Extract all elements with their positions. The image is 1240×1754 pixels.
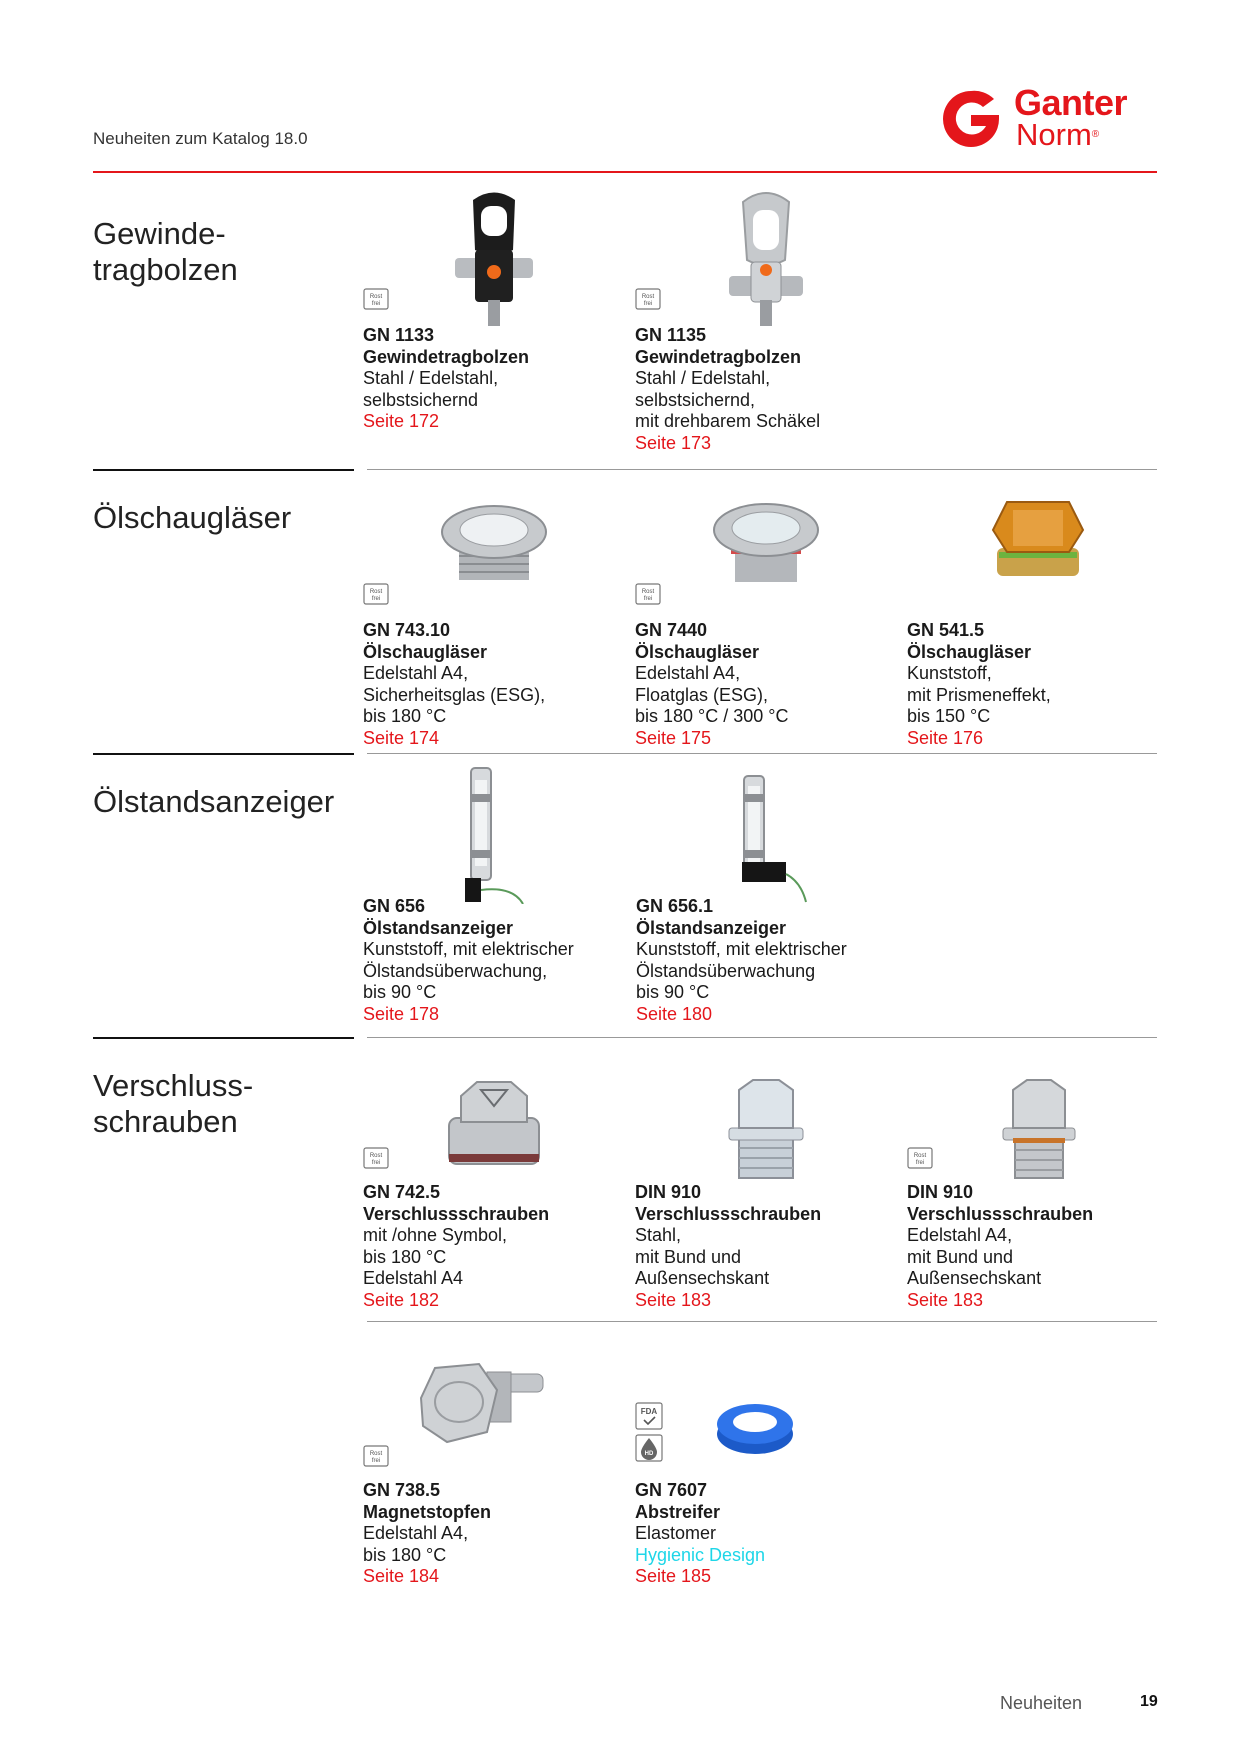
product-name: Gewindetragbolzen: [635, 346, 802, 367]
product-desc: selbstsichernd: [363, 389, 479, 410]
svg-text:frei: frei: [371, 1458, 381, 1464]
product-card[interactable]: [363, 1076, 625, 1316]
sight-glass-red-seal-icon: [635, 490, 897, 610]
amber-prism-sight-glass-icon: [907, 490, 1169, 610]
footer-section-label: Neuheiten: [1000, 1693, 1083, 1713]
svg-text:frei: frei: [915, 1160, 925, 1166]
product-card[interactable]: [907, 490, 1169, 748]
product-page-link[interactable]: Seite 175: [635, 727, 712, 748]
header-divider: [93, 171, 1157, 173]
product-name: Ölstandsanzeiger: [363, 917, 514, 938]
hygienic-design-badge-icon: [635, 1434, 663, 1462]
product-page-link[interactable]: Seite 183: [635, 1289, 712, 1310]
product-card[interactable]: [635, 1350, 897, 1590]
product-desc: Stahl,: [635, 1225, 682, 1245]
product-desc: mit /ohne Symbol,: [363, 1225, 508, 1245]
fda-badge-icon: [635, 1402, 663, 1430]
product-desc: Stahl / Edelstahl,: [635, 368, 771, 388]
product-desc: bis 180 °C: [363, 1246, 447, 1267]
row-divider: [367, 1321, 1157, 1322]
product-desc: mit Prismeneffekt,: [907, 684, 1051, 705]
svg-text:HD: HD: [644, 1451, 654, 1457]
product-card[interactable]: [635, 1076, 897, 1316]
ganter-norm-logo: [938, 82, 1158, 152]
ganter-g-logo-icon: [938, 86, 1004, 152]
rostfrei-badge-icon: [363, 1445, 389, 1467]
product-code: GN 738.5: [363, 1480, 441, 1500]
product-desc: bis 90 °C: [363, 982, 437, 1002]
product-desc: Edelstahl A4: [363, 1268, 464, 1288]
svg-text:frei: frei: [643, 596, 653, 602]
logo-word-norm: Norm®: [1016, 117, 1100, 152]
row-divider: [367, 1037, 1157, 1038]
svg-text:Rost: Rost: [641, 294, 655, 300]
product-name: Abstreifer: [635, 1501, 721, 1522]
product-desc: Kunststoff, mit elektrischer: [636, 939, 847, 959]
product-desc: bis 150 °C: [907, 706, 991, 726]
rostfrei-badge-icon: [363, 583, 389, 605]
magnetic-plug-icon: [363, 1350, 625, 1470]
product-desc: selbstsichernd,: [635, 389, 756, 410]
svg-text:frei: frei: [643, 301, 653, 307]
product-name: Ölschaugläser: [907, 641, 1032, 662]
product-page-link[interactable]: Seite 178: [363, 1003, 440, 1024]
product-code: GN 7607: [635, 1480, 708, 1500]
footer-page-number: 19: [1140, 1693, 1158, 1710]
svg-text:Rost: Rost: [641, 589, 655, 595]
product-desc: Außensechskant: [907, 1268, 1042, 1288]
product-desc: bis 180 °C: [363, 1544, 447, 1565]
product-desc: Ölstandsüberwachung,: [363, 960, 548, 981]
svg-text:Rost: Rost: [369, 1451, 383, 1457]
product-card[interactable]: [907, 1076, 1169, 1316]
zinc-hex-plug-icon: [635, 1076, 897, 1186]
product-page-link[interactable]: Seite 174: [363, 727, 440, 748]
section-title-verschlussschrauben: Verschluss- schrauben: [93, 1068, 254, 1139]
product-page-link[interactable]: Seite 184: [363, 1566, 440, 1586]
product-desc: Kunststoff,: [907, 663, 992, 683]
product-desc: Elastomer: [635, 1523, 717, 1543]
rostfrei-badge-icon: [363, 288, 389, 310]
product-card[interactable]: [363, 190, 625, 460]
product-page-link[interactable]: Seite 180: [636, 1003, 713, 1024]
svg-text:Rost: Rost: [913, 1153, 927, 1159]
product-name: Ölschaugläser: [635, 641, 760, 662]
product-code: GN 1133: [363, 325, 435, 345]
product-code: GN 656.1: [636, 896, 714, 916]
row-divider: [367, 469, 1157, 470]
steel-lifting-eye-bolt-icon: [635, 190, 897, 330]
rostfrei-badge-icon: [635, 583, 661, 605]
section-divider: [93, 469, 354, 471]
product-desc: Edelstahl A4,: [907, 1225, 1013, 1245]
product-desc: Edelstahl A4,: [363, 663, 469, 683]
product-name: Verschlussschrauben: [907, 1203, 1094, 1224]
product-desc: Edelstahl A4,: [363, 1523, 469, 1543]
rostfrei-badge-icon: [635, 288, 661, 310]
product-page-link[interactable]: Seite 176: [907, 727, 984, 748]
svg-text:FDA: FDA: [640, 1407, 658, 1416]
product-page-link[interactable]: Seite 173: [635, 432, 712, 453]
svg-text:Rost: Rost: [369, 589, 383, 595]
product-card[interactable]: [363, 1350, 625, 1590]
product-desc: bis 180 °C: [363, 706, 447, 726]
product-code: GN 7440: [635, 620, 708, 640]
hygienic-design-label: Hygienic Design: [635, 1544, 766, 1565]
stainless-hex-plug-icon: [907, 1076, 1169, 1186]
product-desc: mit Bund und: [907, 1246, 1014, 1267]
svg-text:frei: frei: [371, 301, 381, 307]
section-divider: [93, 753, 354, 755]
product-page-link[interactable]: Seite 183: [907, 1289, 984, 1310]
product-card[interactable]: [635, 190, 897, 460]
product-code: GN 1135: [635, 325, 707, 345]
product-name: Gewindetragbolzen: [363, 346, 530, 367]
product-name: Verschlussschrauben: [363, 1203, 550, 1224]
product-code: GN 743.10: [363, 620, 451, 640]
svg-text:frei: frei: [371, 1160, 381, 1166]
product-code: DIN 910: [907, 1182, 974, 1202]
level-indicator-icon: [363, 764, 625, 904]
product-code: GN 541.5: [907, 620, 985, 640]
product-desc: mit drehbarem Schäkel: [635, 411, 821, 431]
product-desc: bis 90 °C: [636, 982, 710, 1002]
product-name: Magnetstopfen: [363, 1501, 491, 1522]
product-card[interactable]: [635, 490, 897, 748]
product-card[interactable]: [363, 764, 625, 1029]
product-page-link[interactable]: Seite 185: [635, 1566, 712, 1586]
svg-text:Rost: Rost: [369, 294, 383, 300]
product-card[interactable]: [636, 764, 898, 1029]
product-desc: Sicherheitsglas (ESG),: [363, 684, 546, 705]
document-header-title: Neuheiten zum Katalog 18.0: [93, 129, 308, 148]
section-divider: [93, 1037, 354, 1039]
product-name: Ölstandsanzeiger: [636, 917, 787, 938]
product-name: Ölschaugläser: [363, 641, 488, 662]
product-desc: Stahl / Edelstahl,: [363, 368, 499, 388]
product-desc: Außensechskant: [635, 1268, 770, 1288]
black-lifting-eye-bolt-icon: [363, 190, 625, 330]
product-desc: Kunststoff, mit elektrischer: [363, 939, 574, 959]
product-page-link[interactable]: Seite 182: [363, 1289, 440, 1310]
product-desc: mit Bund und: [635, 1246, 742, 1267]
product-card[interactable]: [363, 490, 625, 748]
row-divider: [367, 753, 1157, 754]
product-desc: bis 180 °C / 300 °C: [635, 706, 789, 726]
section-title-gewindetragbolzen: Gewinde- tragbolzen: [93, 216, 238, 287]
product-page-link[interactable]: Seite 172: [363, 411, 440, 431]
steel-sight-glass-icon: [363, 490, 625, 610]
level-indicator-connector-icon: [636, 764, 898, 904]
svg-text:Rost: Rost: [369, 1153, 383, 1159]
svg-text:frei: frei: [371, 596, 381, 602]
product-desc: Ölstandsüberwachung: [636, 960, 816, 981]
section-title-oelstandsanzeiger: Ölstandsanzeiger: [93, 784, 335, 819]
rostfrei-badge-icon: [363, 1147, 389, 1169]
product-name: Verschlussschrauben: [635, 1203, 822, 1224]
section-title-oelschauglaeser: Ölschaugläser: [93, 500, 292, 535]
product-code: DIN 910: [635, 1182, 702, 1202]
rostfrei-badge-icon: [907, 1147, 933, 1169]
product-code: GN 742.5: [363, 1182, 441, 1202]
product-desc: Edelstahl A4,: [635, 663, 741, 683]
product-desc: Floatglas (ESG),: [635, 684, 769, 705]
threaded-plug-symbol-icon: [363, 1076, 625, 1186]
blue-wiper-ring-icon: [635, 1350, 897, 1470]
product-code: GN 656: [363, 896, 426, 916]
logo-word-ganter: Ganter: [1014, 82, 1128, 123]
